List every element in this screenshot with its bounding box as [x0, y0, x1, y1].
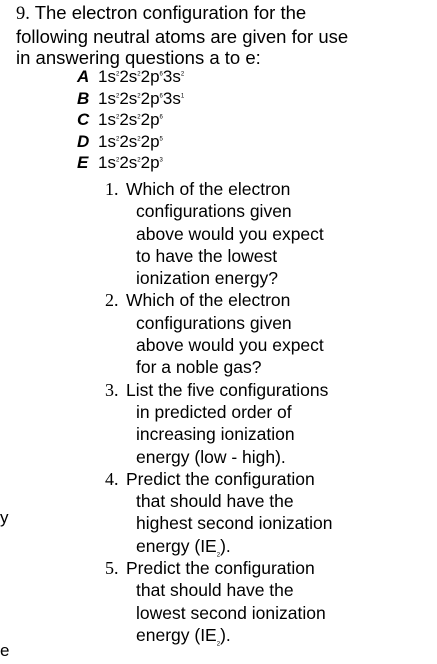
question-item [105, 178, 430, 289]
intro-line-2: following neutral atoms are given for use [16, 25, 349, 47]
electron-count: 2 [137, 157, 141, 164]
configuration-list [77, 66, 184, 174]
question-line: to have the lowest [136, 245, 278, 266]
intro-line-3: in answering questions a to e: [16, 47, 261, 68]
configuration-label: E [77, 153, 89, 172]
question-line: ionization energy? [136, 268, 279, 289]
question-number: 4. [105, 468, 119, 489]
configuration-item [77, 66, 184, 88]
ie-subscript: 2 [216, 552, 221, 559]
orbital: 2p [140, 131, 160, 151]
question-line: Predict the configuration [126, 468, 315, 489]
intro-paragraph [16, 2, 426, 69]
orbital: 2p [140, 153, 160, 172]
orbital: 1s [98, 131, 116, 151]
configuration-item [77, 131, 184, 153]
question-line: in predicted order of [136, 401, 292, 422]
question-item [105, 379, 430, 468]
edge-fragment: e [0, 641, 10, 660]
orbital: 2s [119, 88, 138, 108]
electron-count: 2 [115, 157, 120, 164]
question-line: energy (low - high). [136, 446, 286, 467]
electron-count: 2 [137, 71, 141, 78]
orbital: 3s [162, 88, 181, 108]
question-line: configurations given [136, 201, 292, 222]
electron-count: 5 [159, 135, 163, 142]
electron-count: 2 [115, 92, 120, 99]
orbital: 1s [98, 67, 116, 86]
question-line: increasing ionization [136, 424, 295, 445]
question-list [105, 178, 430, 646]
configuration-label: C [77, 110, 90, 129]
configuration-label: A [77, 67, 90, 86]
question-line: configurations given [136, 312, 292, 333]
ie-subscript: 2 [216, 641, 221, 648]
electron-count: 1 [180, 92, 185, 99]
question-number: 1. [105, 179, 119, 199]
electron-count: 6 [159, 71, 163, 78]
orbital: 2s [119, 131, 138, 151]
electron-count: 2 [137, 135, 141, 142]
question-number: 5. [105, 558, 119, 579]
electron-count: 2 [137, 114, 141, 121]
ie-prefix: energy (IE [136, 624, 217, 645]
question-line: lowest second ionization [136, 602, 326, 623]
electron-count: 2 [115, 114, 120, 121]
question-line [136, 535, 430, 557]
question-line: above would you expect [136, 223, 324, 244]
electron-count: 2 [115, 71, 120, 78]
question-item [105, 289, 430, 378]
question-line: above would you expect [136, 335, 324, 356]
electron-count: 2 [180, 71, 185, 78]
question-line: Which of the electron [126, 290, 291, 311]
configuration-label: D [77, 131, 90, 151]
question-line: List the five configurations [126, 379, 329, 400]
orbital: 2s [119, 110, 138, 129]
orbital: 1s [98, 88, 116, 108]
orbital: 2p [140, 88, 160, 108]
electron-count: 2 [115, 135, 120, 142]
orbital: 2p [140, 110, 160, 129]
configuration-item [77, 109, 184, 131]
question-line: highest second ionization [136, 513, 333, 534]
electron-count: 6 [159, 114, 163, 121]
configuration-item [77, 88, 184, 110]
electron-count: 3 [159, 157, 163, 164]
orbital: 3s [162, 67, 181, 86]
orbital: 1s [98, 110, 116, 129]
question-number: 9. [16, 4, 30, 24]
orbital: 2p [140, 67, 160, 86]
configuration-label: B [77, 88, 90, 108]
question-line: Predict the configuration [126, 558, 315, 579]
ie-suffix: ). [220, 535, 231, 556]
edge-fragment: y [0, 508, 9, 527]
electron-count: 2 [137, 92, 141, 99]
question-item [105, 557, 430, 646]
orbital: 2s [119, 153, 138, 172]
question-line: that should have the [136, 580, 294, 601]
intro-line-1: The electron configuration for the [34, 2, 307, 23]
orbital: 1s [98, 153, 116, 172]
question-item [105, 468, 430, 557]
question-line: for a noble gas? [136, 357, 262, 378]
question-number: 2. [105, 290, 119, 311]
electron-count: 6 [159, 92, 163, 99]
question-line [136, 624, 430, 646]
question-number: 3. [105, 379, 119, 400]
question-line: that should have the [136, 491, 294, 512]
ie-prefix: energy (IE [136, 535, 217, 556]
question-line: Which of the electron [126, 179, 291, 199]
orbital: 2s [119, 67, 138, 86]
configuration-item [77, 152, 184, 174]
ie-suffix: ). [220, 624, 231, 645]
